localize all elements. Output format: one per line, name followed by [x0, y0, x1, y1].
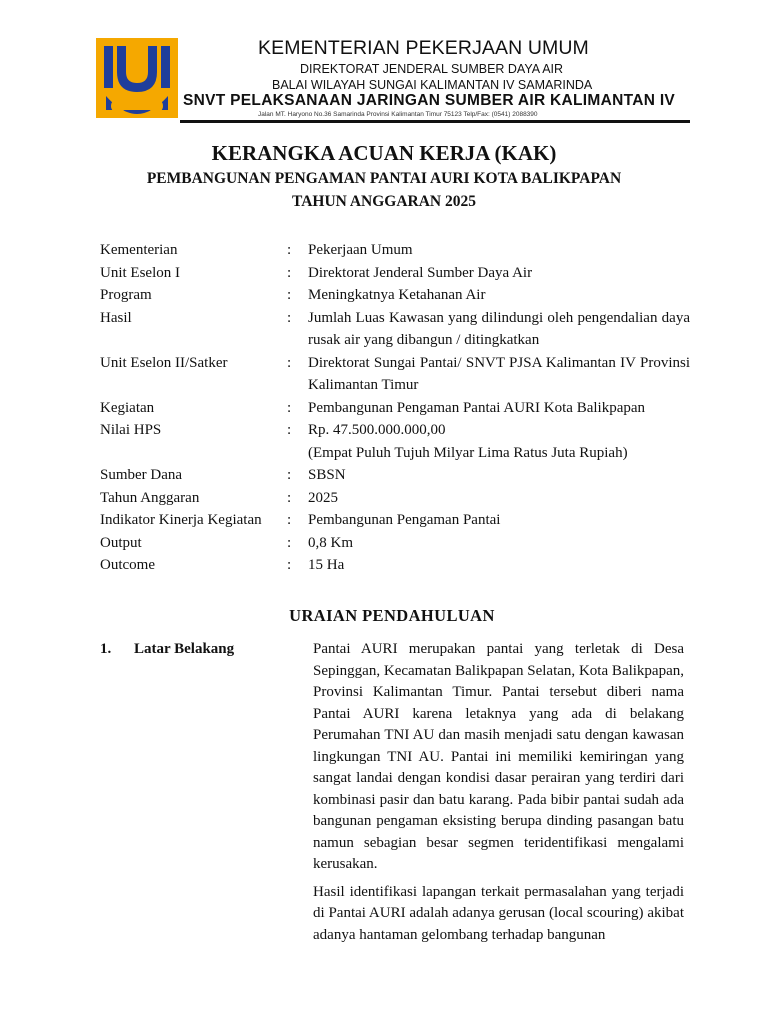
- info-colon: :: [287, 309, 292, 326]
- info-value-text: Rp. 47.500.000.000,00: [308, 422, 446, 438]
- info-colon: :: [287, 242, 292, 258]
- info-value-text: 2025: [308, 489, 338, 506]
- info-value: [308, 554, 690, 577]
- info-row: [100, 352, 690, 397]
- info-label: Tahun Anggaran: [100, 489, 200, 506]
- info-value-text: 0,8 Km: [308, 534, 353, 551]
- info-label: Kegiatan: [100, 399, 155, 416]
- info-value-text: Pekerjaan Umum: [308, 242, 413, 258]
- pu-logo-icon: [96, 38, 178, 118]
- unit-name: SNVT PELAKSANAAN JARINGAN SUMBER AIR KALIMANTAN IV: [183, 92, 676, 109]
- body-paragraph: Pantai AURI merupakan pantai yang terletak di Desa Sepinggan, Kecamatan Balikpapan Selatan, Kota Balikpapan, Provinsi Kalimantan Timur. Pantai tersebut diberi nama Pantai AURI karena letaknya yang ada di belakang Perumahan TNI AU dan masih menjadi satu dengan kawasan lingkungan TNI AU. Pantai ini memiliki kemiringan yang sangat landai dengan kondisi dasar perairan yang terdiri dari kombinasi pasir dan batu karang. Pada bibir pantai sudah ada bangunan pengaman eksisting berupa dinding pasangan batu namun sebagian besar segmen teridentifikasi mengalami kerusakan.: [313, 641, 684, 872]
- info-value: [308, 419, 690, 464]
- info-value: [308, 307, 690, 352]
- info-colon: :: [287, 512, 292, 528]
- info-colon: :: [287, 422, 292, 438]
- info-colon: :: [287, 534, 292, 551]
- subsection-title: Latar Belakang: [134, 641, 235, 657]
- directorate-name: DIREKTORAT JENDERAL SUMBER DAYA AIR: [300, 62, 564, 76]
- info-value: [308, 239, 690, 262]
- info-colon: :: [287, 287, 292, 303]
- subsection-number: 1.: [100, 641, 112, 657]
- info-colon: :: [287, 354, 292, 371]
- info-colon: :: [287, 489, 292, 506]
- info-value: [308, 509, 690, 532]
- info-row: [100, 262, 690, 285]
- info-value: [308, 464, 690, 487]
- info-value-text: Direktorat Sungai Pantai/ SNVT PJSA Kalimantan IV Provinsi Kalimantan Timur: [308, 354, 690, 393]
- info-row: [100, 239, 690, 262]
- info-row: [100, 397, 690, 420]
- info-value-text: Meningkatnya Ketahanan Air: [308, 287, 486, 303]
- info-row: [100, 509, 690, 532]
- ministry-name: KEMENTERIAN PEKERJAAN UMUM: [258, 37, 589, 59]
- info-row: [100, 284, 690, 307]
- info-label: Unit Eselon II/Satker: [100, 354, 228, 371]
- info-row: [100, 554, 690, 577]
- info-value-note: (Empat Puluh Tujuh Milyar Lima Ratus Juta Rupiah): [308, 444, 628, 461]
- info-value-text: SBSN: [308, 467, 346, 483]
- info-label: Nilai HPS: [100, 422, 162, 438]
- info-value: [308, 397, 690, 420]
- project-title: PEMBANGUNAN PENGAMAN PANTAI AURI KOTA BALIKPAPAN: [146, 170, 622, 187]
- letterhead-divider: [180, 120, 690, 123]
- info-colon: :: [287, 399, 292, 416]
- info-value-text: 15 Ha: [308, 557, 345, 573]
- section-heading: URAIAN PENDAHULUAN: [289, 606, 495, 625]
- info-label: Outcome: [100, 557, 155, 573]
- info-row: [100, 532, 690, 555]
- info-table: [100, 239, 690, 577]
- info-value: [308, 487, 690, 510]
- budget-year-title: TAHUN ANGGARAN 2025: [292, 193, 476, 210]
- info-row: [100, 419, 690, 464]
- body-paragraph: Hasil identifikasi lapangan terkait permasalahan yang terjadi di Pantai AURI adalah adanya gerusan (local scouring) akibat adanya hantaman gelombang terhadap bangunan: [313, 883, 684, 943]
- info-row: [100, 307, 690, 352]
- info-value: [308, 284, 690, 307]
- info-value-text: Direktorat Jenderal Sumber Daya Air: [308, 264, 533, 281]
- info-label: Output: [100, 534, 142, 551]
- info-colon: :: [287, 264, 292, 281]
- office-address: Jalan MT. Haryono No.36 Samarinda Provinsi Kalimantan Timur 75123 Telp/Fax: (0541) 2088390: [258, 111, 538, 118]
- info-label: Indikator Kinerja Kegiatan: [100, 512, 262, 528]
- info-value-text: Pembangunan Pengaman Pantai AURI Kota Balikpapan: [308, 399, 646, 416]
- info-value-text: Pembangunan Pengaman Pantai: [308, 512, 501, 528]
- info-row: [100, 464, 690, 487]
- info-label: Unit Eselon I: [100, 264, 180, 281]
- info-value: [308, 352, 690, 397]
- info-value-text: Jumlah Luas Kawasan yang dilindungi oleh pengendalian daya rusak air yang dibangun / ditingkatkan: [308, 309, 690, 348]
- office-name: BALAI WILAYAH SUNGAI KALIMANTAN IV SAMARINDA: [272, 78, 593, 92]
- info-row: [100, 487, 690, 510]
- info-label: Sumber Dana: [100, 467, 183, 483]
- info-colon: :: [287, 557, 292, 573]
- subsection-body: [313, 639, 684, 952]
- info-value: [308, 262, 690, 285]
- info-value: [308, 532, 690, 555]
- info-label: Program: [100, 287, 152, 303]
- info-colon: :: [287, 467, 292, 483]
- info-label: Kementerian: [100, 242, 178, 258]
- info-label: Hasil: [100, 309, 132, 326]
- document-title: KERANGKA ACUAN KERJA (KAK): [211, 141, 557, 165]
